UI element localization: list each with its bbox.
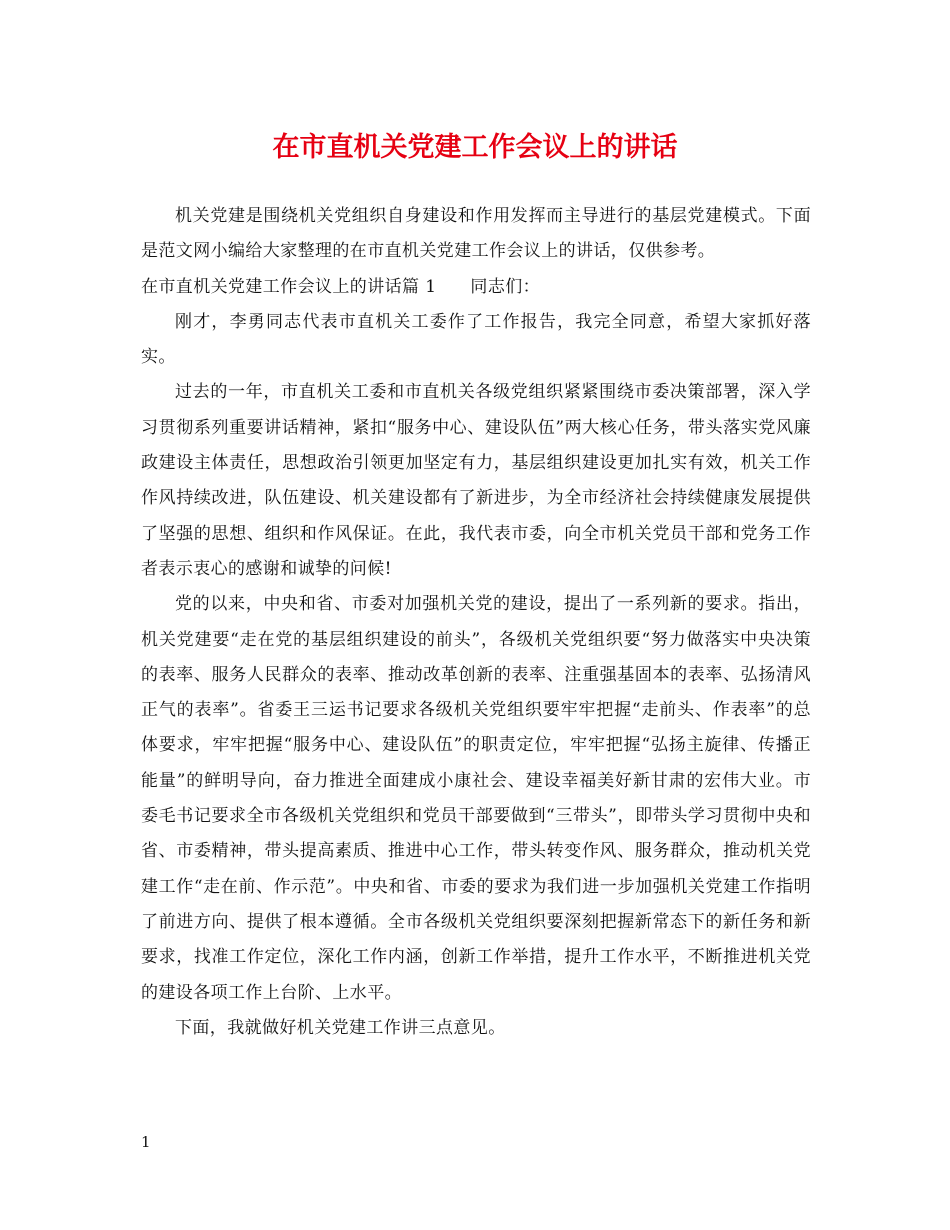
salutation: 同志们： [470, 276, 541, 297]
body-paragraph-1: 刚才，李勇同志代表市直机关工委作了工作报告，我完全同意，希望大家抓好落实。 [141, 311, 811, 368]
body-paragraph-3: 党的以来，中央和省、市委对加强机关党的建设，提出了一系列新的要求。指出，机关党建要“走在党的基层组织建设的前头”，各级机关党组织要“努力做落实中央决策的表率、服务人民群众的表率、推动改革创新的表率、注重强基固本的表率、弘扬清风正气的表率”。省委王三运书记要求各级机关党组织要牢牢把握“走前头、作表率”的总体要求，牢牢把握“服务中心、建设队伍”的职责定位，牢牢把握“弘扬主旋律、传播正能量”的鲜明导向，奋力推进全面建成小康社会、建设幸福美好新甘肃的宏伟大业。市委毛书记要求全市各级机关党组织和党员干部要做到“三带头”，即带头学习贯彻中央和省、市委精神，带头提高素质、推进中心工作，带头转变作风、服务群众，推动机关党建工作“走在前、作示范”。中央和省、市委的要求为我们进一步加强机关党建工作指明了前进方向、提供了根本遵循。全市各级机关党组织要深刻把握新常态下的新任务和新要求，找准工作定位，深化工作内涵，创新工作举措，提升工作水平，不断推进机关党的建设各项工作上台阶、上水平。 [141, 594, 811, 1003]
document-title: 在市直机关党建工作会议上的讲话 [272, 132, 678, 163]
document-body [141, 199, 811, 1046]
body-paragraph-2: 过去的一年，市直机关工委和市直机关各级党组织紧紧围绕市委决策部署，深入学习贯彻系列重要讲话精神，紧扣“服务中心、建设队伍”两大核心任务，带头落实党风廉政建设主体责任，思想政治引领更加坚定有力，基层组织建设更加扎实有效，机关工作作风持续改进，队伍建设、机关建设都有了新进步，为全市经济社会持续健康发展提供了坚强的思想、组织和作风保证。在此，我代表市委，向全市机关党员干部和党务工作者表示衷心的感谢和诚挚的问候! [141, 382, 811, 579]
body-paragraph-4: 下面，我就做好机关党建工作讲三点意见。 [175, 1017, 506, 1038]
section-heading-line [141, 270, 811, 305]
section-heading: 在市直机关党建工作会议上的讲话篇 1 [141, 276, 437, 297]
page-number: 1 [141, 1133, 151, 1151]
intro-paragraph: 机关党建是围绕机关党组织自身建设和作用发挥而主导进行的基层党建模式。下面是范文网小编给大家整理的在市直机关党建工作会议上的讲话，仅供参考。 [141, 206, 811, 262]
